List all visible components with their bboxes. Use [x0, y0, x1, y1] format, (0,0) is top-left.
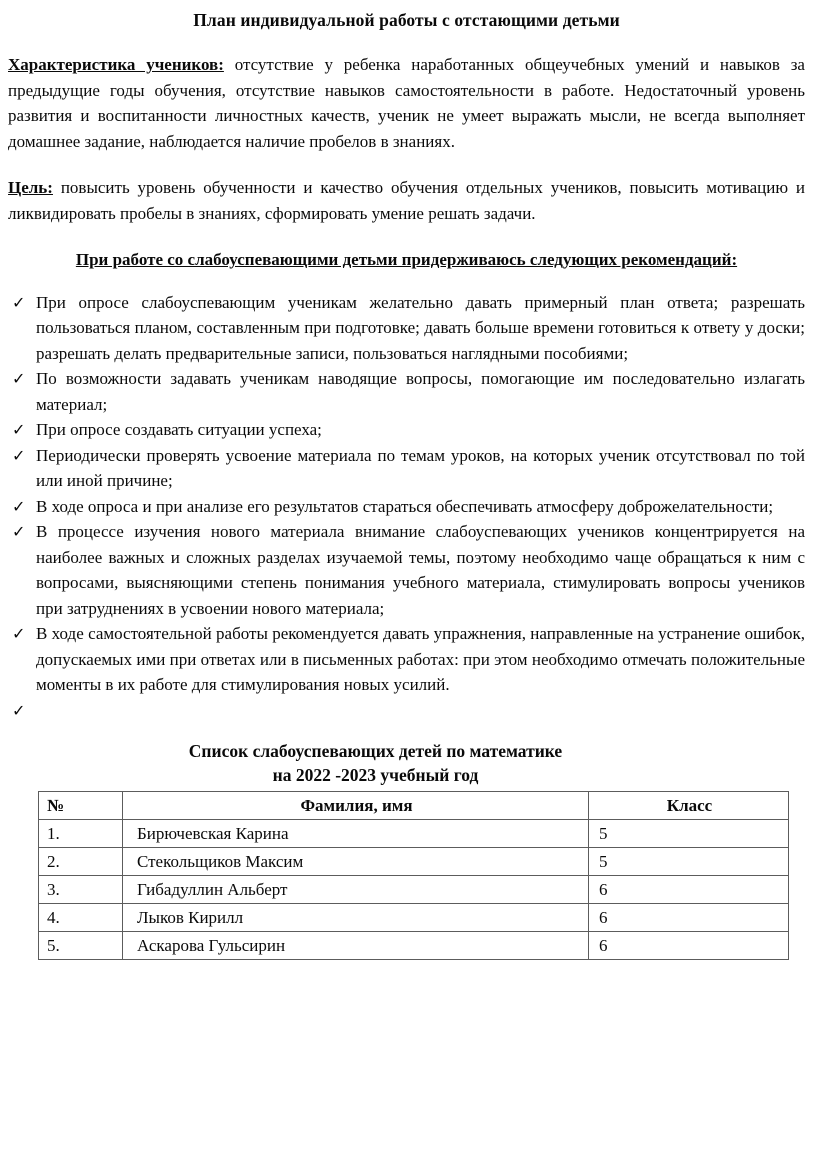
cell-name: Аскарова Гульсирин — [123, 932, 589, 960]
list-item-text: В ходе опроса и при анализе его результатов стараться обеспечивать атмосферу доброжелательности; — [36, 496, 774, 516]
goal-lead-label: Цель: — [8, 178, 53, 197]
cell-class: 6 — [589, 904, 789, 932]
cell-class: 6 — [589, 876, 789, 904]
page-title: План индивидуальной работы с отстающими детьми — [193, 10, 620, 30]
table-row — [39, 848, 789, 876]
list-item-text: При опросе создавать ситуации успеха; — [36, 420, 322, 439]
checkmark-icon: ✓ — [12, 445, 26, 465]
checkmark-icon: ✓ — [12, 420, 26, 439]
cell-class: 6 — [589, 932, 789, 960]
students-table — [38, 791, 789, 960]
column-header-name: Фамилия, имя — [123, 792, 589, 820]
characteristics-paragraph — [8, 52, 805, 154]
list-item — [8, 698, 805, 724]
table-row — [39, 904, 789, 932]
list-item-text: В ходе самостоятельной работы рекомендуется давать упражнения, направленные на устранение ошибок, допускаемых ими при ответах или в письменных работах: при этом необходимо отмечать положительные моменты в их работе для стимулирования новых усилий. — [36, 624, 805, 694]
checkmark-icon: ✓ — [12, 522, 26, 541]
cell-number: 1. — [39, 820, 123, 848]
cell-class: 5 — [589, 820, 789, 848]
cell-number: 3. — [39, 876, 123, 904]
cell-name: Лыков Кирилл — [123, 904, 589, 932]
list-item-text: При опросе слабоуспевающим ученикам желательно давать примерный план ответа; разрешать пользоваться планом, составленным при подготовке; давать больше времени готовиться к ответу у доски; разрешать делать предварительные записи, пользоваться наглядными пособиями; — [36, 292, 805, 363]
list-item — [8, 366, 805, 417]
list-item — [8, 494, 805, 520]
cell-class: 5 — [589, 848, 789, 876]
cell-number: 4. — [39, 904, 123, 932]
goal-body-text: повысить уровень обученности и качество обучения отдельных учеников, повысить мотивацию и ликвидировать пробелы в знаниях, сформировать умение решать задачи. — [8, 178, 805, 223]
table-row — [39, 820, 789, 848]
checkmark-icon: ✓ — [12, 700, 26, 720]
table-title-line-1: Список слабоуспевающих детей по математике — [188, 741, 563, 761]
table-title-line-2: на 2022 -2023 учебный год — [272, 765, 479, 785]
table-header — [39, 792, 789, 820]
checkmark-icon: ✓ — [12, 624, 26, 643]
table-row — [39, 932, 789, 960]
table-body — [39, 820, 789, 960]
column-header-class: Класс — [589, 792, 789, 820]
list-item-text: Периодически проверять усвоение материала по темам уроков, на которых ученик отсутствовал по той или иной причине; — [36, 445, 805, 490]
list-item — [8, 519, 805, 621]
characteristics-lead-label: Характеристика учеников: — [8, 55, 224, 74]
list-item — [8, 621, 805, 698]
checkmark-icon: ✓ — [12, 496, 26, 516]
characteristics-body-text: отсутствие у ребенка наработанных общеучебных умений и навыков за предыдущие годы обучения, отсутствие навыков самостоятельности в работе. Недостаточный уровень развития и воспитанности личностных качеств, ученик не умеет выражать мысли, не всегда выполняет домашнее задание, наблюдается наличие пробелов в знаниях. — [8, 55, 805, 151]
cell-name: Гибадуллин Альберт — [123, 876, 589, 904]
list-item — [8, 290, 805, 367]
table-title — [8, 739, 805, 787]
list-item — [8, 417, 805, 443]
cell-number: 5. — [39, 932, 123, 960]
list-item-text: По возможности задавать ученикам наводящие вопросы, помогающие им последовательно излагать материал; — [36, 369, 805, 414]
cell-name: Стекольщиков Максим — [123, 848, 589, 876]
list-item — [8, 443, 805, 494]
checkmark-icon: ✓ — [12, 369, 26, 388]
goal-paragraph — [8, 175, 805, 226]
checkmark-icon: ✓ — [12, 292, 26, 312]
cell-number: 2. — [39, 848, 123, 876]
list-item-text: В процессе изучения нового материала внимание слабоуспевающих учеников концентрируется на наиболее важных и сложных разделах изучаемой темы, поэтому необходимо чаще обращаться к ним с вопросами, выясняющими степень понимания учебного материала, стимулировать вопросы учеников при затруднениях в усвоении нового материала; — [36, 522, 805, 618]
cell-name: Бирючевская Карина — [123, 820, 589, 848]
recommendations-list — [8, 290, 805, 724]
table-row — [39, 876, 789, 904]
column-header-number: № — [39, 792, 123, 820]
table-header-row — [39, 792, 789, 820]
recommendations-heading: При работе со слабоуспевающими детьми придерживаюсь следующих рекомендаций: — [75, 250, 738, 269]
